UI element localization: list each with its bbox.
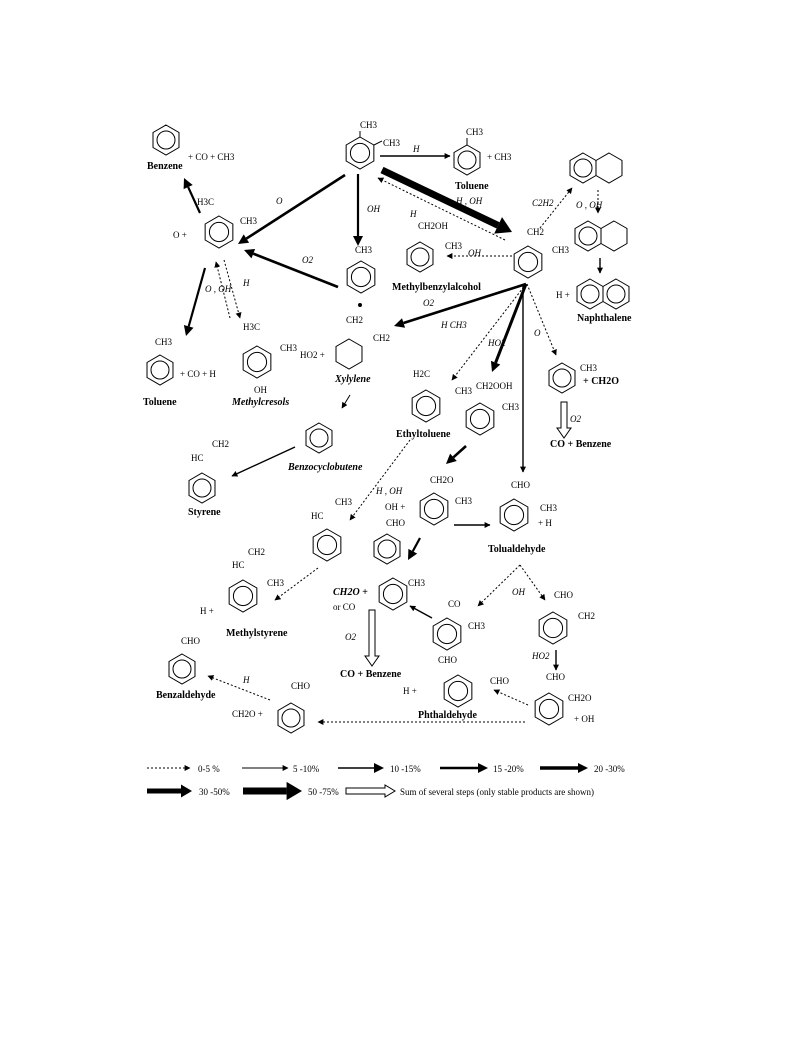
naphthalene-a-ring (577, 279, 603, 309)
toluene-top-ring (454, 145, 480, 175)
arr-methoxy-methylphenyl (408, 538, 420, 560)
methylphenyl-mid-group: CH3 (408, 578, 426, 588)
tolualdehyde-group-1: CHO (511, 480, 531, 490)
rxn-o-oh-naph: O , OH (576, 200, 603, 210)
alcohol-name: Methylbenzylalcohol (392, 282, 481, 293)
alcohol-ring (407, 242, 433, 272)
benzaldehyde-ring (169, 654, 195, 684)
legend-sample-6 (243, 782, 302, 800)
phenyl-right-group: CH3 (580, 363, 598, 373)
naphthalene-b-ring (603, 279, 629, 309)
cresol-group-2: CH3 (280, 343, 298, 353)
rxn-o2-xylyl: O2 (302, 255, 313, 265)
hydroperoxide-ring (466, 403, 494, 435)
xylyl-ring (347, 261, 375, 293)
toluene-left-ring (147, 355, 173, 385)
benzaldehyde-group: CHO (181, 636, 201, 646)
alcohol-group-2: CH3 (445, 241, 463, 251)
legend-label-5: 30 -50% (199, 787, 230, 797)
rxn-h-benzaldehyde: H (243, 675, 250, 685)
oxylene-ring (346, 137, 374, 169)
methylbenzyl-ring (514, 246, 542, 278)
benzaldehyde-mid-group: CHO (386, 518, 406, 528)
formylbenzyloxy-group-2: CH2O (568, 693, 592, 703)
tolualdehyde-group-2: CH3 (540, 503, 558, 513)
hydroperoxide-group-1: CH2OOH (476, 381, 513, 391)
ethyltoluene-group-1: H2C (413, 369, 431, 379)
rxn-o2-right: O2 (570, 414, 581, 424)
rxn-h-oh-mid: H , OH (376, 486, 403, 496)
arr-formylphenyl-benzaldehyde (208, 676, 270, 700)
xylyl-dot (358, 303, 362, 307)
xylyl-group: CH3 (355, 245, 373, 255)
phenyl-right-coproducts: + CH2O (583, 376, 619, 387)
methylstyrene-group-1: HC (232, 560, 245, 570)
toluene-top-name: Toluene (455, 181, 489, 192)
rxn-o2-xylylene: O2 (423, 298, 434, 308)
rxn-ho2-aldehyde: HO2 (532, 651, 550, 661)
formylphenyl-prefix: CH2O + (232, 709, 263, 719)
rxn-o-right: O (534, 328, 541, 338)
methylphenoxy-group-1: H3C (197, 197, 215, 207)
rxn-h-ch3: H CH3 (441, 320, 467, 330)
mbr-ring (313, 529, 341, 561)
legend-label-1: 5 -10% (293, 764, 320, 774)
alcohol-group-1: CH2OH (418, 221, 449, 231)
benzene-name: Benzene (147, 161, 183, 172)
methylstyrene-group-2: CH2 (248, 547, 266, 557)
rxn-ho2: HO2 (488, 338, 506, 348)
styrene-group-2: CH2 (212, 439, 230, 449)
legend-sample-3 (440, 763, 488, 773)
toluene-left-group: CH3 (155, 337, 173, 347)
rxn-c2h2: C2H2 (532, 198, 554, 208)
arr-methylbenzyl-hydroperoxide (491, 284, 526, 372)
legend-label-6: 50 -75% (308, 787, 339, 797)
arr-methylbenzyl-phenyl (527, 284, 556, 355)
arr-oxy-phthaldehyde (494, 690, 528, 705)
methylcresols-ring (243, 346, 271, 378)
methylphenyl-mid-prefix-2: or CO (333, 602, 356, 612)
methylstyrene-ring (229, 580, 257, 612)
rxn-oh-aldehyde: OH (512, 587, 525, 597)
xylylene-group-2: CH2 (373, 333, 391, 343)
methoxy-ring (420, 493, 448, 525)
formylbenzyloxy-ring (535, 693, 563, 725)
toluene-left-coproducts: + CO + H (180, 369, 216, 379)
benzaldehyde-name: Benzaldehyde (156, 690, 216, 701)
methoxy-group-2: CH3 (455, 496, 473, 506)
arr-phenyl-co-benzene (557, 402, 571, 438)
methylphenyl-mid-ring (379, 578, 407, 610)
rxn-o-phenoxy: O (276, 196, 283, 206)
arr-tolualdehyde-acyl (478, 565, 520, 606)
acyl-group-2: CH3 (468, 621, 486, 631)
ethyltoluene-group-2: CH3 (455, 386, 473, 396)
phthaldehyde-ring (444, 675, 472, 707)
methylstyrene-prefix: H + (200, 606, 214, 616)
arr-xylyl-phenoxy (244, 249, 338, 287)
benzaldehyde-mid-ring (374, 534, 400, 564)
arr-phenoxy-toluene (184, 268, 205, 336)
methylphenyl-mid-prefix-1: CH2O + (333, 587, 368, 598)
formylbenzyl-ring (539, 612, 567, 644)
dihydronaph-b-ring (596, 153, 622, 183)
acyl-group-1: CO (448, 599, 461, 609)
co-benzene-right: CO + Benzene (550, 439, 612, 450)
arr-methylbenzyl-ethyltoluene (452, 284, 526, 380)
rxn-h-phenoxy: H (243, 278, 250, 288)
styrene-group-1: HC (191, 453, 204, 463)
benzocyclobutene-ring (306, 423, 332, 453)
co-benzene-mid: CO + Benzene (340, 669, 402, 680)
styrene-ring (189, 473, 215, 503)
methylphenoxy-ring (205, 216, 233, 248)
formylbenzyloxy-coproducts: + OH (574, 714, 595, 724)
toluene-top-coproducts: + CH3 (487, 152, 512, 162)
naphthalene-name: Naphthalene (577, 313, 632, 324)
formylphenyl-group: CHO (291, 681, 311, 691)
rxn-oh-from-alcohol: OH (468, 248, 481, 258)
naphthalene-prefix: H + (556, 290, 570, 300)
molecule-rings (147, 125, 629, 733)
methylstyrene-group-3: CH3 (267, 578, 285, 588)
methylbenzyl-group-2: CH3 (552, 245, 570, 255)
arr-benzocyclobutene-styrene (232, 447, 295, 476)
cresol-name: Methylcresols (232, 397, 290, 408)
oxylene-group-2: CH3 (383, 138, 401, 148)
methylbenzyl-group-1: CH2 (527, 227, 545, 237)
hydroperoxide-group-2: CH3 (502, 402, 520, 412)
legend-label-4: 20 -30% (594, 764, 625, 774)
rxn-h-alcohol: H (410, 209, 417, 219)
dihydronaph2-b-ring (601, 221, 627, 251)
arr-hydroperoxide-methoxy (446, 446, 466, 464)
xylylene-prefix: HO2 + (300, 350, 325, 360)
mbr-group-2: CH3 (335, 497, 353, 507)
phthaldehyde-group-2: CHO (490, 676, 510, 686)
reaction-arrows (147, 156, 600, 800)
rxn-oh-xylyl: OH (367, 204, 380, 214)
dihydronaph-a-ring (570, 153, 596, 183)
formylbenzyl-group-1: CHO (554, 590, 574, 600)
arr-oxylene-xylyl (353, 174, 363, 246)
oxylene-b2 (374, 141, 382, 145)
mbr-group-1: HC (311, 511, 324, 521)
methoxy-prefix: OH + (385, 502, 406, 512)
arr-xylylene-benzocyclobutene (342, 395, 350, 408)
arr-oxylene-phenoxy (238, 175, 345, 244)
cresol-group-3: OH (254, 385, 267, 395)
benzocyclobutene-name: Benzocyclobutene (288, 462, 363, 473)
ethyltoluene-ring (412, 390, 440, 422)
ethyltoluene-name: Ethyltoluene (396, 429, 451, 440)
rxn-h-toluene: H (413, 144, 420, 154)
oxylene-group-1: CH3 (360, 120, 378, 130)
arr-methylphenyl-co-benzene (365, 610, 379, 666)
arr-phenoxy-benzene (184, 178, 200, 213)
styrene-name: Styrene (188, 507, 221, 518)
legend-sample-2 (338, 763, 384, 773)
formylbenzyl-group-2: CH2 (578, 611, 596, 621)
methylphenoxy-prefix: O + (173, 230, 187, 240)
toluene-top-group: CH3 (466, 127, 484, 137)
dihydronaph2-a-ring (575, 221, 601, 251)
toluene-left-name: Toluene (143, 397, 177, 408)
methoxy-group-1: CH2O (430, 475, 454, 485)
formylphenyl-ring (278, 703, 304, 733)
rxn-o2-mid: O2 (345, 632, 356, 642)
xylylene-group-1: CH2 (346, 315, 364, 325)
acyl-ring (433, 618, 461, 650)
legend-sample-4 (540, 763, 588, 773)
phthaldehyde-name: Phthaldehyde (418, 710, 477, 721)
xylylene-ring (336, 339, 362, 369)
cresol-group-1: H3C (243, 322, 261, 332)
tolualdehyde-ring (500, 499, 528, 531)
phthaldehyde-prefix: H + (403, 686, 417, 696)
methylphenoxy-group-2: CH3 (240, 216, 258, 226)
legend-sample-7 (346, 785, 395, 797)
phenyl-right-ring (549, 363, 575, 393)
tolualdehyde-coproducts: + H (538, 518, 552, 528)
xylylene-name: Xylylene (335, 374, 371, 385)
benzene-ring (153, 125, 179, 155)
methylstyrene-name: Methylstyrene (226, 628, 288, 639)
rxn-o-oh-phenoxy: O , OH (205, 284, 232, 294)
phthaldehyde-group-1: CHO (438, 655, 458, 665)
rxn-h-oh-methylbenzyl: H , OH (456, 196, 483, 206)
legend-label-7: Sum of several steps (only stable products are shown) (400, 787, 594, 797)
legend-label-3: 15 -20% (493, 764, 524, 774)
legend-label-2: 10 -15% (390, 764, 421, 774)
legend-sample-5 (147, 785, 192, 798)
legend-label-0: 0-5 % (198, 764, 220, 774)
arr-acyl-methylphenyl (410, 606, 432, 618)
tolualdehyde-name: Tolualdehyde (488, 544, 546, 555)
formylbenzyloxy-group-1: CHO (546, 672, 566, 682)
benzene-coproducts: + CO + CH3 (188, 152, 235, 162)
arr-methylbenzyl-c2h2 (540, 188, 572, 228)
